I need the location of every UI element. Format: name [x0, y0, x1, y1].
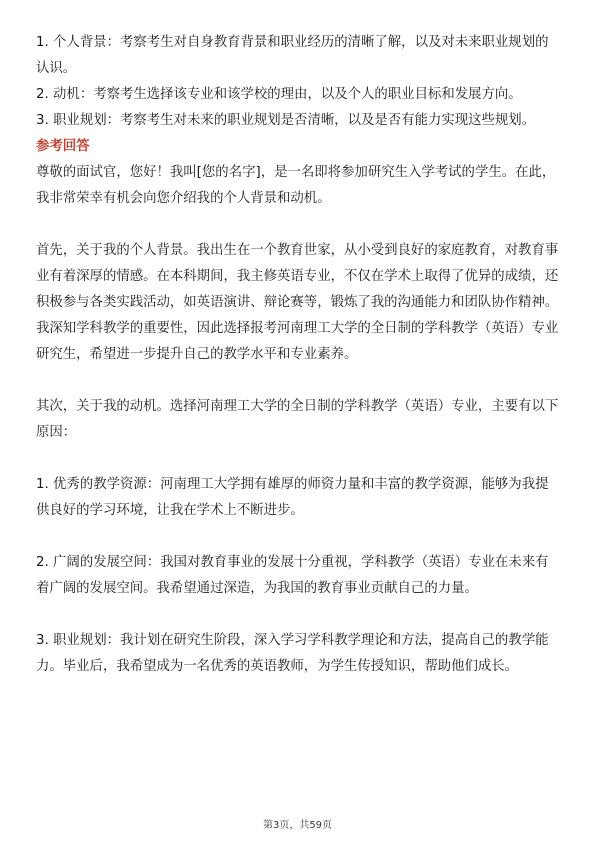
spacer: [36, 212, 559, 238]
criterion-career-plan: 3. 职业规划：考察考生对未来的职业规划是否清晰，以及是否有能力实现这些规划。: [36, 113, 536, 128]
answer-heading: 参考回答: [36, 139, 90, 154]
spacer: [36, 524, 559, 550]
document-page: [36, 30, 559, 680]
reason-development-space: 2. 广阔的发展空间：我国对教育事业的发展十分重视，学科教学（英语）专业在未来有着广阔的发展空间。我希望通过深造，为我国的教育事业贡献自己的力量。: [36, 555, 549, 596]
page-number: 第3页，共59页: [262, 820, 333, 831]
reason-career-plan: 3. 职业规划：我计划在研究生阶段，深入学习学科教学理论和方法，提高自己的教学能力。毕业后，我希望成为一名优秀的英语教师，为学生传授知识，帮助他们成长。: [36, 633, 549, 674]
spacer: [36, 446, 559, 472]
reason-teaching-resources: 1. 优秀的教学资源：河南理工大学拥有雄厚的师资力量和丰富的教学资源，能够为我提供良好的学习环境，让我在学术上不断进步。: [36, 477, 549, 518]
criterion-background: 1. 个人背景：考察考生对自身教育背景和职业经历的清晰了解，以及对未来职业规划的认识。: [36, 35, 549, 76]
answer-motivation: 其次，关于我的动机。选择河南理工大学的全日制的学科教学（英语）专业，主要有以下原因：: [36, 399, 559, 440]
answer-intro: 尊敬的面试官，您好！我叫[您的名字]，是一名即将参加研究生入学考试的学生。在此，我非常荣幸有机会向您介绍我的个人背景和动机。: [36, 165, 556, 206]
spacer: [36, 602, 559, 628]
answer-background: 首先，关于我的个人背景。我出生在一个教育世家，从小受到良好的家庭教育，对教育事业有着深厚的情感。在本科期间，我主修英语专业，不仅在学术上取得了优异的成绩，还积极参与各类实践活动，如英语演讲、辩论赛等，锻炼了我的沟通能力和团队协作精神。我深知学科教学的重要性，因此选择报考河南理工大学的全日制的学科教学（英语）专业研究生，希望进一步提升自己的教学水平和专业素养。: [36, 243, 559, 362]
criterion-motivation: 2. 动机：考察考生选择该专业和该学校的理由，以及个人的职业目标和发展方向。: [36, 87, 522, 102]
spacer: [36, 368, 559, 394]
